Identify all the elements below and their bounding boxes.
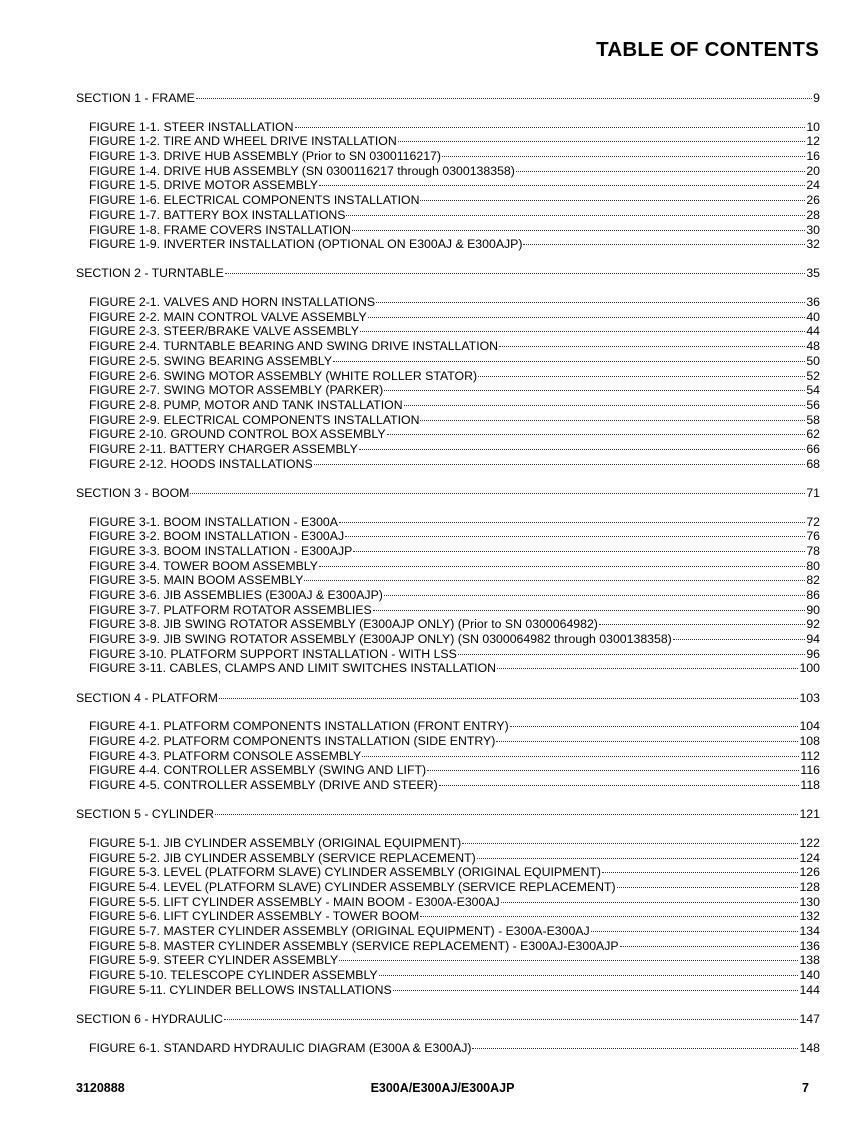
toc-figure-entry[interactable]: [76, 398, 820, 413]
toc-figure-entry-label: FIGURE 2-8. PUMP, MOTOR AND TANK INSTALLATION: [89, 397, 403, 412]
toc-figure-entry-label: FIGURE 3-9. JIB SWING ROTATOR ASSEMBLY (E300AJP ONLY) (SN 0300064982 through 0300138358): [89, 632, 672, 646]
toc-figure-entry-page: 130: [799, 894, 820, 909]
toc-figure-entry-page: 122: [799, 835, 820, 850]
toc-figure-entry-label: FIGURE 2-6. SWING MOTOR ASSEMBLY (WHITE ROLLER STATOR): [89, 368, 478, 383]
toc-figure-entry[interactable]: [76, 442, 820, 457]
dot-leader: [190, 493, 805, 494]
toc-figure-entry-page: 50: [806, 353, 820, 368]
toc-figure-entry-label: FIGURE 5-9. STEER CYLINDER ASSEMBLY: [89, 953, 339, 968]
toc-figure-entry-page: 44: [806, 324, 820, 339]
dot-leader: [472, 1048, 798, 1049]
dot-leader: [602, 872, 798, 873]
dot-leader: [510, 726, 799, 727]
toc-figure-entry-label: FIGURE 2-5. SWING BEARING ASSEMBLY: [89, 353, 333, 368]
toc-figure-entry-page: 76: [806, 529, 820, 544]
toc-figure-entry[interactable]: [76, 939, 820, 954]
toc-figure-entry[interactable]: [76, 369, 820, 384]
toc-figure-entry-label: FIGURE 5-4. LEVEL (PLATFORM SLAVE) CYLINDER ASSEMBLY (SERVICE REPLACEMENT): [89, 879, 616, 894]
toc-figure-entry[interactable]: [76, 573, 820, 588]
dot-leader: [420, 420, 805, 421]
toc-section-block: [76, 1012, 820, 1055]
toc-figure-entry[interactable]: [76, 719, 820, 734]
toc-figure-entry-label: FIGURE 2-7. SWING MOTOR ASSEMBLY (PARKER): [89, 383, 384, 398]
toc-figure-entry[interactable]: [76, 661, 820, 676]
dot-leader: [359, 449, 806, 450]
toc-figure-entry-page: 134: [799, 924, 820, 938]
dot-leader: [462, 843, 798, 844]
toc-section-entry[interactable]: [76, 691, 820, 706]
dot-leader: [477, 858, 799, 859]
toc-figure-entry-label: FIGURE 1-7. BATTERY BOX INSTALLATIONS: [89, 207, 346, 222]
toc-figure-entry-page: 62: [806, 427, 820, 442]
dot-leader: [346, 215, 805, 216]
toc-figure-entry-page: 112: [800, 748, 820, 763]
toc-figure-entry-label: FIGURE 5-11. CYLINDER BELLOWS INSTALLATIONS: [89, 982, 392, 997]
toc-figure-entry-label: FIGURE 3-3. BOOM INSTALLATION - E300AJP: [89, 543, 353, 558]
toc-figure-entry-label: FIGURE 1-6. ELECTRICAL COMPONENTS INSTALLATION: [89, 193, 420, 208]
toc-figure-entry-page: 82: [806, 573, 820, 588]
toc-section-entry-label: SECTION 3 - BOOM: [76, 485, 190, 500]
toc-figure-entry-page: 140: [799, 968, 820, 983]
toc-figure-entry-page: 28: [806, 207, 820, 222]
dot-leader: [319, 185, 805, 186]
dot-leader: [314, 464, 806, 465]
toc-figure-entry-label: FIGURE 5-3. LEVEL (PLATFORM SLAVE) CYLINDER ASSEMBLY (ORIGINAL EQUIPMENT): [89, 865, 602, 880]
toc-figure-entry-page: 78: [806, 543, 820, 558]
toc-figure-entry-page: 12: [806, 134, 820, 149]
toc-figure-entry-label: FIGURE 1-9. INVERTER INSTALLATION (OPTIONAL ON E300AJ & E300AJP): [89, 237, 523, 252]
toc-figure-entry[interactable]: [76, 909, 820, 924]
dot-leader: [420, 916, 798, 917]
toc-figure-entry-page: 16: [806, 149, 820, 164]
page-footer: [76, 1081, 809, 1097]
toc-section-entry-label: SECTION 4 - PLATFORM: [76, 690, 218, 705]
toc-figure-entry-page: 24: [806, 178, 820, 193]
toc-figure-entry[interactable]: [76, 544, 820, 559]
toc-figure-entry[interactable]: [76, 734, 820, 749]
toc-figure-entry[interactable]: [76, 208, 820, 223]
dot-leader: [516, 171, 805, 172]
toc-figure-entry-page: 58: [806, 412, 820, 427]
footer-doc-number: 3120888: [76, 1081, 125, 1095]
toc-figure-entry[interactable]: [76, 178, 820, 193]
toc-section-entry-label: SECTION 6 - HYDRAULIC: [76, 1011, 223, 1026]
toc-figure-entry-label: FIGURE 1-5. DRIVE MOTOR ASSEMBLY: [89, 178, 319, 193]
toc-section-entry[interactable]: [76, 1012, 820, 1027]
toc-figure-entry-label: FIGURE 5-2. JIB CYLINDER ASSEMBLY (SERVICE REPLACEMENT): [89, 850, 476, 865]
toc-figure-entry-page: 108: [799, 733, 820, 748]
toc-figure-entry-label: FIGURE 6-1. STANDARD HYDRAULIC DIAGRAM (E300A & E300AJ): [89, 1040, 472, 1055]
toc-figure-entry-page: 68: [806, 456, 820, 471]
toc-section-entry-page: 103: [799, 690, 820, 705]
toc-figure-entry[interactable]: [76, 778, 820, 793]
toc-figure-entry[interactable]: [76, 865, 820, 880]
toc-figure-entry[interactable]: [76, 515, 820, 530]
dot-leader: [376, 302, 805, 303]
toc-figure-entry-page: 132: [799, 909, 820, 924]
footer-page-number: 7: [802, 1081, 809, 1095]
dot-leader: [339, 522, 805, 523]
toc-figure-entry-label: FIGURE 1-3. DRIVE HUB ASSEMBLY (Prior to SN 0300116217): [89, 149, 441, 164]
toc-figure-entry-page: 72: [806, 514, 820, 529]
toc-figure-entry-page: 148: [799, 1040, 820, 1055]
dot-leader: [304, 580, 805, 581]
toc-figure-entry-page: 100: [799, 661, 820, 676]
dot-leader: [319, 566, 805, 567]
toc-figure-entry-page: 104: [799, 719, 820, 734]
toc-figure-entry[interactable]: [76, 851, 820, 866]
page-title: TABLE OF CONTENTS: [596, 38, 819, 61]
toc-figure-entry[interactable]: [76, 193, 820, 208]
toc-figure-entry-label: FIGURE 5-7. MASTER CYLINDER ASSEMBLY (ORIGINAL EQUIPMENT) - E300A-E300AJ: [89, 924, 590, 938]
toc-figure-entry-label: FIGURE 3-10. PLATFORM SUPPORT INSTALLATION - WITH LSS: [89, 646, 457, 661]
toc-figure-entry[interactable]: [76, 924, 820, 939]
toc-figure-entry-label: FIGURE 3-6. JIB ASSEMBLIES (E300AJ & E300AJP): [89, 587, 383, 602]
toc-figure-entry[interactable]: [76, 647, 820, 662]
toc-figure-entry-page: 36: [806, 295, 820, 310]
toc-figure-entry[interactable]: [76, 339, 820, 354]
toc-section-entry-page: 71: [806, 485, 820, 500]
dot-leader: [620, 946, 799, 947]
dot-leader: [497, 668, 798, 669]
toc-section-entry[interactable]: [76, 486, 820, 501]
dot-leader: [617, 887, 799, 888]
dot-leader: [373, 610, 806, 611]
toc-figure-entry[interactable]: [76, 529, 820, 544]
toc-figure-entry[interactable]: [76, 836, 820, 851]
dot-leader: [353, 551, 805, 552]
dot-leader: [591, 931, 799, 932]
dot-leader: [387, 434, 806, 435]
toc-figure-entry-page: 52: [806, 368, 820, 383]
toc-figure-entry-page: 96: [806, 646, 820, 661]
toc-figure-entry-label: FIGURE 1-2. TIRE AND WHEEL DRIVE INSTALLATION: [89, 134, 397, 149]
toc-figure-entry-label: FIGURE 4-5. CONTROLLER ASSEMBLY (DRIVE AND STEER): [89, 778, 438, 792]
dot-leader: [352, 230, 805, 231]
dot-leader: [333, 361, 805, 362]
toc-section-entry-page: 35: [806, 266, 820, 281]
toc-figure-entry-label: FIGURE 2-1. VALVES AND HORN INSTALLATIONS: [89, 295, 376, 310]
toc-figure-entry-page: 138: [799, 953, 820, 968]
toc-figure-entry-label: FIGURE 3-4. TOWER BOOM ASSEMBLY: [89, 558, 318, 573]
toc-figure-entry-page: 40: [806, 309, 820, 324]
toc-section-entry[interactable]: [76, 807, 820, 822]
toc-figure-entry-page: 20: [806, 163, 820, 178]
toc-figure-entry-page: 128: [799, 879, 820, 894]
toc-figure-entry-label: FIGURE 1-4. DRIVE HUB ASSEMBLY (SN 0300116217 through 0300138358): [89, 163, 515, 178]
toc-section-block: [76, 807, 820, 997]
toc-section-block: [76, 486, 820, 676]
dot-leader: [427, 770, 799, 771]
dot-leader: [368, 317, 806, 318]
toc-figure-entry-label: FIGURE 5-1. JIB CYLINDER ASSEMBLY (ORIGINAL EQUIPMENT): [89, 835, 462, 850]
toc-figure-entry[interactable]: [76, 223, 820, 238]
toc-figure-entry-label: FIGURE 3-7. PLATFORM ROTATOR ASSEMBLIES: [89, 602, 372, 617]
dot-leader: [496, 741, 798, 742]
toc-figure-entry-label: FIGURE 2-11. BATTERY CHARGER ASSEMBLY: [89, 441, 358, 456]
toc-figure-entry-label: FIGURE 4-1. PLATFORM COMPONENTS INSTALLATION (FRONT ENTRY): [89, 719, 509, 734]
dot-leader: [339, 960, 798, 961]
toc-section-entry-label: SECTION 5 - CYLINDER: [76, 807, 215, 822]
toc-figure-entry-page: 124: [799, 850, 820, 865]
toc-figure-entry-label: FIGURE 4-2. PLATFORM COMPONENTS INSTALLATION (SIDE ENTRY): [89, 733, 496, 748]
toc-section-entry[interactable]: [76, 91, 820, 106]
dot-leader: [345, 536, 805, 537]
dot-leader: [362, 756, 799, 757]
toc-figure-entry-label: FIGURE 4-4. CONTROLLER ASSEMBLY (SWING AND LIFT): [89, 763, 427, 778]
toc-figure-entry-label: FIGURE 2-3. STEER/BRAKE VALVE ASSEMBLY: [89, 324, 359, 339]
dot-leader: [295, 127, 806, 128]
dot-leader: [219, 698, 799, 699]
toc-figure-entry-label: FIGURE 4-3. PLATFORM CONSOLE ASSEMBLY: [89, 748, 362, 763]
toc-figure-entry-label: FIGURE 3-5. MAIN BOOM ASSEMBLY: [89, 573, 304, 588]
toc-figure-entry-label: FIGURE 5-8. MASTER CYLINDER ASSEMBLY (SERVICE REPLACEMENT) - E300AJ-E300AJP: [89, 938, 619, 953]
toc-figure-entry[interactable]: [76, 953, 820, 968]
toc-figure-entry-label: FIGURE 2-10. GROUND CONTROL BOX ASSEMBLY: [89, 427, 386, 442]
toc-section-block: [76, 266, 820, 471]
toc-section-entry-page: 147: [799, 1011, 820, 1026]
toc-figure-entry-label: FIGURE 3-1. BOOM INSTALLATION - E300A: [89, 514, 338, 529]
toc-figure-entry-label: FIGURE 3-2. BOOM INSTALLATION - E300AJ: [89, 529, 345, 544]
dot-leader: [384, 390, 805, 391]
toc-figure-entry-label: FIGURE 5-5. LIFT CYLINDER ASSEMBLY - MAIN BOOM - E300A-E300AJ: [89, 894, 500, 909]
toc-figure-entry-page: 80: [806, 558, 820, 573]
toc-figure-entry-page: 56: [806, 397, 820, 412]
dot-leader: [224, 1019, 799, 1020]
dot-leader: [398, 141, 806, 142]
toc-figure-entry-page: 32: [806, 237, 820, 252]
toc-figure-entry[interactable]: [76, 354, 820, 369]
toc-figure-entry-label: FIGURE 3-11. CABLES, CLAMPS AND LIMIT SWITCHES INSTALLATION: [89, 661, 497, 676]
toc-figure-entry-page: 136: [799, 938, 820, 953]
toc-section-block: [76, 91, 820, 252]
dot-leader: [599, 624, 805, 625]
toc-figure-entry-page: 66: [806, 441, 820, 456]
toc-figure-entry-page: 86: [806, 587, 820, 602]
toc-figure-entry[interactable]: [76, 763, 820, 778]
toc-figure-entry-page: 90: [806, 602, 820, 617]
toc-figure-entry[interactable]: [76, 1041, 820, 1056]
dot-leader: [501, 902, 799, 903]
toc-figure-entry-page: 30: [806, 222, 820, 237]
toc-figure-entry-page: 48: [806, 339, 820, 354]
dot-leader: [225, 273, 805, 274]
toc-figure-entry[interactable]: [76, 968, 820, 983]
toc-figure-entry[interactable]: [76, 310, 820, 325]
toc-figure-entry[interactable]: [76, 603, 820, 618]
dot-leader: [420, 200, 805, 201]
dot-leader: [499, 346, 805, 347]
toc-figure-entry-page: 94: [806, 632, 820, 646]
toc-figure-entry[interactable]: [76, 237, 820, 252]
toc-figure-entry[interactable]: [76, 617, 820, 632]
toc-figure-entry-page: 116: [800, 763, 820, 778]
dot-leader: [384, 595, 805, 596]
toc-figure-entry-label: FIGURE 5-10. TELESCOPE CYLINDER ASSEMBLY: [89, 968, 378, 983]
toc-figure-entry[interactable]: [76, 880, 820, 895]
toc-figure-entry[interactable]: [76, 295, 820, 310]
toc-figure-entry[interactable]: [76, 383, 820, 398]
dot-leader: [393, 990, 799, 991]
toc-figure-entry[interactable]: [76, 457, 820, 472]
dot-leader: [360, 331, 805, 332]
toc-section-entry[interactable]: [76, 266, 820, 281]
dot-leader: [215, 814, 798, 815]
toc-figure-entry[interactable]: [76, 632, 820, 647]
toc-figure-entry[interactable]: [76, 134, 820, 149]
toc-figure-entry[interactable]: [76, 149, 820, 164]
dot-leader: [673, 639, 806, 640]
toc-figure-entry[interactable]: [76, 559, 820, 574]
dot-leader: [478, 376, 805, 377]
toc-figure-entry-page: 92: [806, 617, 820, 632]
toc-figure-entry-label: FIGURE 5-6. LIFT CYLINDER ASSEMBLY - TOWER BOOM: [89, 909, 420, 924]
toc-section-entry-page: 121: [799, 807, 820, 822]
dot-leader: [404, 405, 806, 406]
toc-figure-entry[interactable]: [76, 895, 820, 910]
toc-figure-entry[interactable]: [76, 413, 820, 428]
table-of-contents: [76, 91, 820, 1070]
toc-figure-entry-label: FIGURE 2-12. HOODS INSTALLATIONS: [89, 456, 313, 471]
dot-leader: [523, 244, 805, 245]
toc-figure-entry[interactable]: [76, 749, 820, 764]
toc-figure-entry[interactable]: [76, 324, 820, 339]
toc-figure-entry[interactable]: [76, 588, 820, 603]
toc-figure-entry-label: FIGURE 2-2. MAIN CONTROL VALVE ASSEMBLY: [89, 309, 367, 324]
toc-section-entry-page: 9: [813, 91, 820, 105]
toc-figure-entry-page: 118: [800, 778, 820, 792]
toc-figure-entry-label: FIGURE 2-4. TURNTABLE BEARING AND SWING DRIVE INSTALLATION: [89, 339, 499, 354]
toc-figure-entry-page: 10: [806, 119, 820, 134]
toc-figure-entry-page: 144: [799, 982, 820, 997]
toc-figure-entry[interactable]: [76, 120, 820, 135]
toc-figure-entry-label: FIGURE 2-9. ELECTRICAL COMPONENTS INSTALLATION: [89, 412, 420, 427]
dot-leader: [458, 654, 805, 655]
toc-figure-entry[interactable]: [76, 164, 820, 179]
toc-section-block: [76, 691, 820, 793]
toc-figure-entry-label: FIGURE 3-8. JIB SWING ROTATOR ASSEMBLY (E300AJP ONLY) (Prior to SN 0300064982): [89, 617, 598, 632]
dot-leader: [196, 98, 812, 99]
toc-section-entry-label: SECTION 2 - TURNTABLE: [76, 266, 224, 281]
toc-figure-entry-page: 54: [806, 383, 820, 398]
footer-models: E300A/E300AJ/E300AJP: [370, 1081, 515, 1095]
dot-leader: [379, 975, 799, 976]
toc-figure-entry-label: FIGURE 1-8. FRAME COVERS INSTALLATION: [89, 222, 351, 237]
toc-figure-entry-label: FIGURE 1-1. STEER INSTALLATION: [89, 119, 294, 134]
toc-section-entry-label: SECTION 1 - FRAME: [76, 91, 195, 105]
dot-leader: [439, 785, 800, 786]
toc-figure-entry[interactable]: [76, 983, 820, 998]
dot-leader: [442, 156, 805, 157]
toc-figure-entry-page: 26: [806, 193, 820, 208]
toc-figure-entry-page: 126: [799, 865, 820, 880]
toc-figure-entry[interactable]: [76, 427, 820, 442]
